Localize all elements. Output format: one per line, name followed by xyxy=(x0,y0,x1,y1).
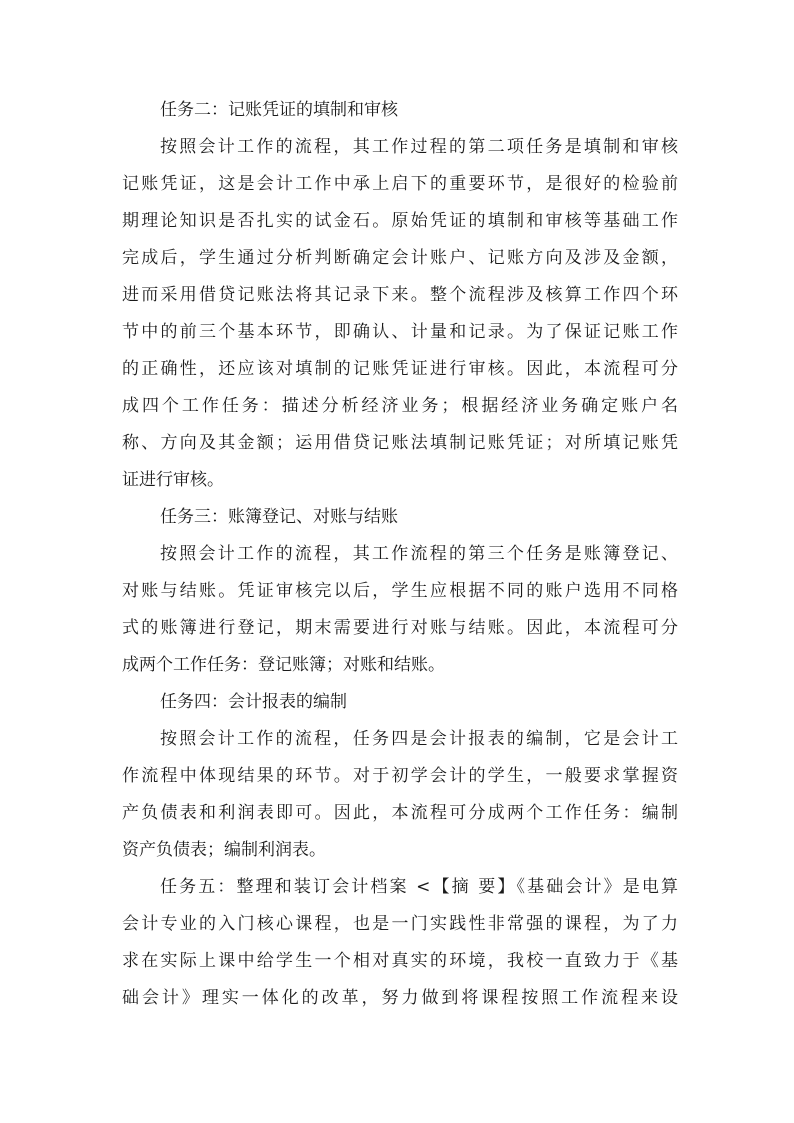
paragraph-line: 按照会计工作的流程，其工作过程的第二项任务是填制和审核 xyxy=(160,137,678,157)
paragraph-task-5-abstract xyxy=(122,869,678,1017)
paragraph-line: 作流程中体现结果的环节。对于初学会计的学生，一般要求掌握资 xyxy=(122,766,678,786)
paragraph-line: 资产负债表；编制利润表。 xyxy=(122,840,326,860)
paragraph-line: 对账与结账。凭证审核完以后，学生应根据不同的账户选用不同格 xyxy=(122,581,678,601)
paragraph-task-2 xyxy=(122,129,678,499)
paragraph-line: 的正确性，还应该对填制的记账凭证进行审核。因此，本流程可分 xyxy=(122,359,678,379)
paragraph-line: 完成后，学生通过分析判断确定会计账户、记账方向及涉及金额， xyxy=(122,248,678,268)
paragraph-line: 任务五：整理和装订会计档案 <【摘 要】《基础会计》是电算 xyxy=(160,877,678,897)
paragraph-line: 产负债表和利润表即可。因此，本流程可分成两个工作任务：编制 xyxy=(122,803,678,823)
paragraph-line: 成四个工作任务：描述分析经济业务；根据经济业务确定账户名 xyxy=(122,396,678,416)
section-heading-task-3: 任务三：账簿登记、对账与结账 xyxy=(160,507,398,527)
paragraph-line: 式的账簿进行登记，期末需要进行对账与结账。因此，本流程可分 xyxy=(122,618,678,638)
paragraph-line: 按照会计工作的流程，其工作流程的第三个任务是账簿登记、 xyxy=(160,544,678,564)
paragraph-line: 进而采用借贷记账法将其记录下来。整个流程涉及核算工作四个环 xyxy=(122,285,678,305)
paragraph-task-4 xyxy=(122,721,678,869)
paragraph-line: 记账凭证，这是会计工作中承上启下的重要环节，是很好的检验前 xyxy=(122,174,678,194)
paragraph-task-3 xyxy=(122,536,678,684)
paragraph-line: 证进行审核。 xyxy=(122,470,224,490)
paragraph-line: 成两个工作任务：登记账簿；对账和结账。 xyxy=(122,655,445,675)
paragraph-line: 节中的前三个基本环节，即确认、计量和记录。为了保证记账工作 xyxy=(122,322,678,342)
paragraph-line: 按照会计工作的流程，任务四是会计报表的编制，它是会计工 xyxy=(160,729,678,749)
section-heading-task-2: 任务二：记账凭证的填制和审核 xyxy=(160,100,398,120)
paragraph-line: 会计专业的入门核心课程，也是一门实践性非常强的课程，为了力 xyxy=(122,914,678,934)
paragraph-line: 础会计》理实一体化的改革，努力做到将课程按照工作流程来设 xyxy=(122,988,678,1008)
paragraph-line: 称、方向及其金额；运用借贷记账法填制记账凭证；对所填记账凭 xyxy=(122,433,678,453)
paragraph-line: 期理论知识是否扎实的试金石。原始凭证的填制和审核等基础工作 xyxy=(122,211,678,231)
paragraph-line: 求在实际上课中给学生一个相对真实的环境，我校一直致力于《基 xyxy=(122,951,678,971)
document-body xyxy=(122,92,678,1017)
section-heading-task-4: 任务四：会计报表的编制 xyxy=(160,692,347,712)
